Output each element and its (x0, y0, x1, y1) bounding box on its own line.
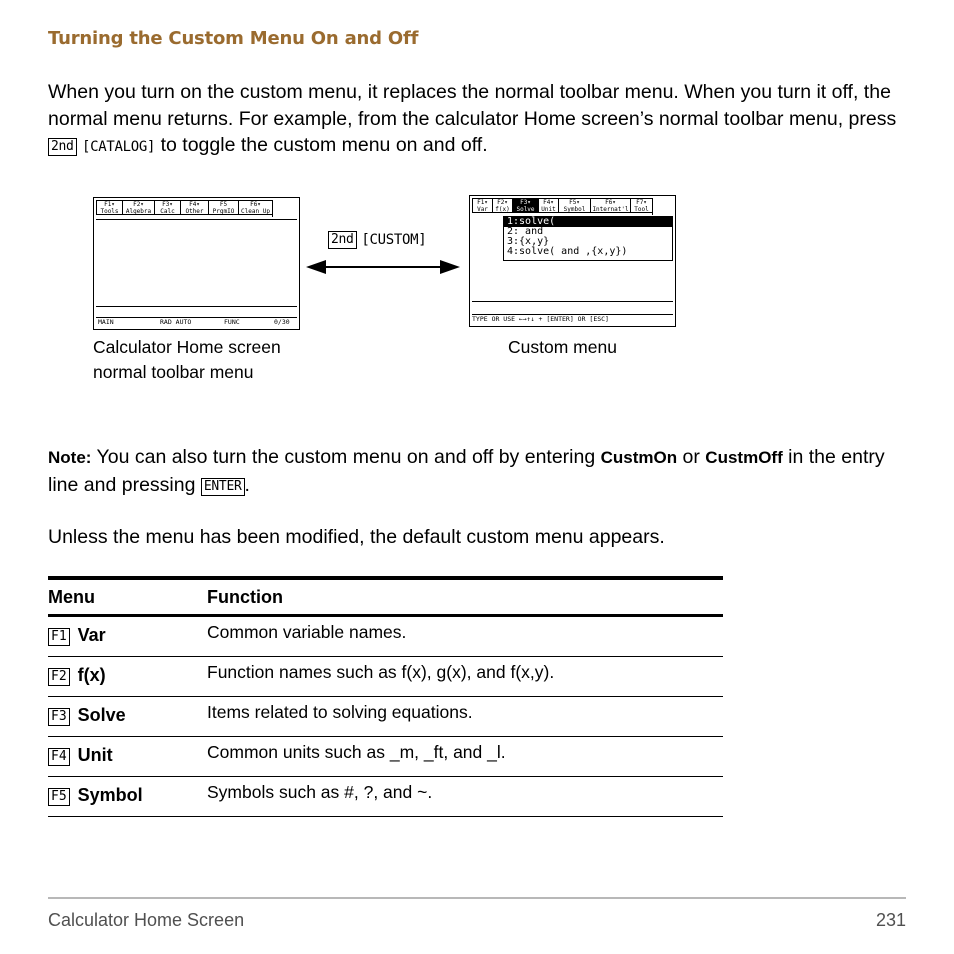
double-arrow-icon (304, 256, 462, 278)
section-heading: Turning the Custom Menu On and Off (48, 28, 419, 49)
custom-toolbar-f6: F6▾ Internat'l (590, 198, 630, 213)
header-function: Function (207, 587, 283, 607)
table-row (48, 697, 723, 737)
status-mode: RAD AUTO (160, 318, 192, 326)
header-menu: Menu (48, 587, 95, 607)
toggle-keys-label (328, 229, 426, 249)
toolbar-f3: F3▾ Calc (154, 200, 180, 215)
home-toolbar (96, 200, 273, 217)
menu-name: Var (77, 625, 106, 645)
custom-toolbar-f2: F2▾ f(x) (492, 198, 512, 213)
f5-key-icon: F5 (48, 788, 70, 806)
note-text-1: You can also turn the custom menu on and off by entering (91, 446, 601, 468)
toolbar-f4: F4▾ Other (180, 200, 208, 215)
caption-custom-menu: Custom menu (508, 337, 617, 357)
toolbar-f6: F6▾ Clean Up (238, 200, 272, 215)
footer-rule (48, 897, 906, 899)
table-header (48, 580, 723, 617)
entry-line-divider (96, 306, 297, 307)
menu-function: Function names such as f(x), g(x), and f(x,y). (207, 662, 555, 682)
menu-item-solve-and: 4:solve( and ,{x,y}) (507, 246, 628, 257)
key-2nd-arrow: 2nd (328, 231, 357, 249)
custom-entry-divider (472, 301, 673, 302)
menu-name: Solve (77, 705, 126, 725)
custom-toolbar-f4: F4▾ Unit (538, 198, 558, 213)
table-row (48, 617, 723, 657)
toolbar-f1: F1▾ Tools (96, 200, 122, 215)
custom-menu-table (48, 576, 723, 817)
custom-toolbar-f1: F1▾ Var (472, 198, 492, 213)
intro-paragraph (48, 79, 908, 161)
status-func: FUNC (224, 318, 240, 326)
key-enter: ENTER (201, 478, 245, 496)
menu-name: f(x) (77, 665, 106, 685)
home-status-bar (96, 317, 297, 327)
footer-page-number: 231 (875, 910, 906, 930)
f4-key-icon: F4 (48, 748, 70, 766)
key-2nd: 2nd (48, 138, 77, 156)
footer-section-title: Calculator Home Screen (48, 910, 245, 930)
note-text-3: in the entry line and pressing (48, 446, 885, 496)
table-row (48, 657, 723, 697)
custom-toolbar-f7: F7▾ Tool (630, 198, 652, 213)
status-count: 0/30 (274, 318, 290, 326)
f1-key-icon: F1 (48, 628, 70, 646)
menu-function: Symbols such as #, ?, and ~. (207, 782, 433, 802)
intro-text: When you turn on the custom menu, it replaces the normal toolbar menu. When you turn it off, the normal menu returns. For example, from the calculator Home screen’s normal toolbar menu, press (48, 81, 897, 130)
custom-toolbar (472, 198, 653, 215)
menu-item-xy: 3:{x,y} (507, 236, 550, 247)
table-row (48, 737, 723, 777)
menu-name: Unit (77, 745, 113, 765)
custom-status-bar: TYPE OR USE ←→↑↓ + [ENTER] OR [ESC] (472, 314, 673, 324)
note-label: Note: (48, 448, 92, 467)
key-custom: [CUSTOM] (361, 232, 427, 248)
key-catalog: [CATALOG] (82, 139, 156, 155)
caption-home-screen: Calculator Home screen normal toolbar menu (93, 337, 281, 382)
custom-toolbar-f5: F5▾ Symbol (558, 198, 590, 213)
custom-menu-screen-image (469, 195, 676, 327)
note-paragraph (48, 444, 908, 498)
f3-key-icon: F3 (48, 708, 70, 726)
cmd-custmon: CustmOn (600, 448, 678, 467)
menu-item-and: 2: and (507, 226, 544, 237)
menu-item-solve: 1:solve( (504, 217, 672, 227)
note-text-2: or (677, 446, 706, 468)
home-screen-image (93, 197, 300, 330)
toolbar-divider (96, 219, 297, 220)
custom-toolbar-f3: F3▾ Solve (512, 198, 538, 213)
menu-name: Symbol (77, 785, 143, 805)
f2-key-icon: F2 (48, 668, 70, 686)
table-row (48, 777, 723, 817)
menu-function: Items related to solving equations. (207, 702, 473, 722)
status-main: MAIN (98, 318, 114, 326)
default-menu-paragraph: Unless the menu has been modified, the default custom menu appears. (48, 526, 665, 548)
toolbar-f2: F2▾ Algebra (122, 200, 154, 215)
intro-text-end: to toggle the custom menu on and off. (155, 134, 488, 156)
solve-dropdown-menu (503, 216, 673, 261)
toolbar-f5: F5 PrgmIO (208, 200, 238, 215)
menu-function: Common variable names. (207, 622, 407, 642)
note-text-4: . (244, 473, 250, 496)
menu-function: Common units such as _m, _ft, and _l. (207, 742, 506, 762)
cmd-custmoff: CustmOff (705, 448, 783, 467)
